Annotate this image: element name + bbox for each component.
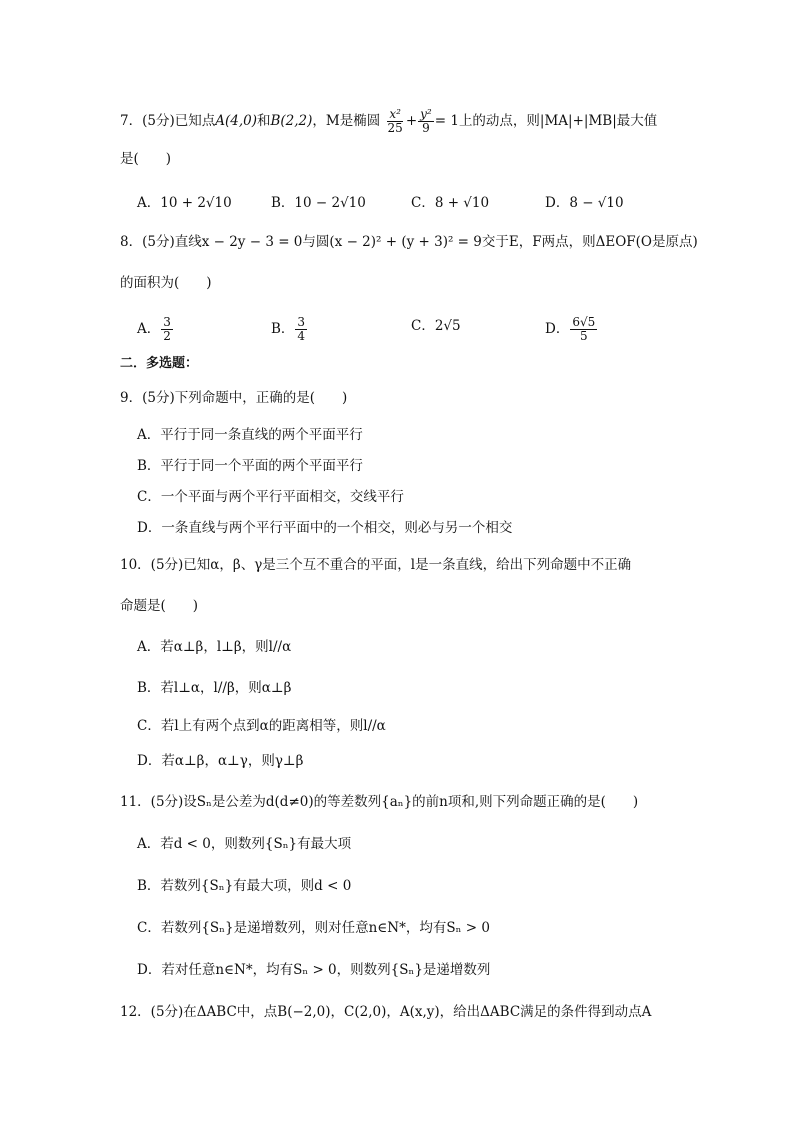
q10-line1: 10．(5分)已知α，β、γ是三个互不重合的平面，l是一条直线，给出下列命题中不正确	[120, 557, 632, 573]
q8-option-a-label: A．	[137, 321, 161, 337]
q7-option-b: B．10 − 2√10	[271, 195, 366, 211]
q7-option-d: D．8 − √10	[545, 195, 624, 211]
q9-stem: 9．(5分)下列命题中，正确的是( )	[120, 390, 348, 406]
q7-m-is: ，M是椭圆	[312, 113, 381, 129]
q7-fy-num: y²	[420, 107, 432, 121]
q8-option-b-label: B．	[271, 321, 295, 337]
q7-fx-den: 25	[387, 121, 403, 135]
q11-stem: 11．(5分)设Sₙ是公差为d(d≠0)的等差数列{aₙ}的前n项和,则下列命题正确的是( )	[120, 794, 639, 810]
q8-options	[137, 310, 697, 344]
q7-fraction-x	[386, 108, 405, 135]
q9-option-d: D．一条直线与两个平行平面中的一个相交，则必与另一个相交	[137, 520, 513, 536]
q8-option-a-num: 3	[163, 315, 171, 329]
q8-line1: 8．(5分)直线x − 2y − 3 = 0与圆(x − 2)² + (y + 3)² = 9交于E，F两点，则ΔEOF(O是原点)	[120, 234, 698, 250]
q12-stem: 12．(5分)在ΔABC中，点B(−2,0)，C(2,0)，A(x,y)，给出ΔABC满足的条件得到动点A	[120, 1004, 652, 1020]
q10-option-d: D．若α⊥β，α⊥γ，则γ⊥β	[137, 753, 304, 769]
q8-option-a-frac	[161, 316, 173, 343]
q8-option-b	[271, 316, 308, 343]
q8-option-d-den: 5	[579, 329, 588, 343]
q8-option-d-frac	[570, 316, 597, 343]
q11-option-d: D．若对任意n∈N*，均有Sₙ > 0，则数列{Sₙ}是递增数列	[137, 962, 491, 978]
q11-option-c: C．若数列{Sₙ}是递增数列，则对任意n∈N*，均有Sₙ > 0	[137, 920, 490, 936]
q7-line1: 7．(5分)已知点A(4,0)和B(2,2)，M是椭圆 $\frac{\text{x²}}{25}$ + $\frac{\text{y²}}{9}$ = 1上的动点，则|MA|+|MB|最大值	[120, 107, 658, 135]
q8-option-a-den: 2	[163, 329, 171, 343]
q10-line2: 命题是( )	[120, 598, 199, 614]
q8-option-b-den: 4	[297, 329, 306, 343]
q8-option-d	[545, 316, 598, 343]
q7-point-b: B(2,2)	[270, 113, 313, 129]
q7-fy-den: 9	[422, 121, 430, 135]
q8-option-d-num: 6√5	[572, 315, 596, 329]
q8-line2: 的面积为( )	[120, 275, 212, 291]
q7-and: 和	[256, 113, 271, 129]
q7-prefix: 7．(5分)已知点	[120, 113, 216, 129]
q9-option-b: B．平行于同一个平面的两个平面平行	[137, 458, 363, 474]
q9-option-a: A．平行于同一条直线的两个平面平行	[137, 427, 363, 443]
q11-option-a: A．若d < 0，则数列{Sₙ}有最大项	[137, 836, 352, 852]
q7-point-a: A(4,0)	[215, 113, 257, 129]
q7-option-c: C．8 + √10	[411, 195, 490, 211]
q8-option-c: C．2√5	[411, 318, 461, 334]
q9-option-c: C．一个平面与两个平行平面相交，交线平行	[137, 489, 404, 505]
q7-tail: 上的动点，则|MA|+|MB|最大值	[458, 113, 658, 129]
q7-option-a: A．10 + 2√10	[137, 195, 232, 211]
q8-option-d-label: D．	[545, 321, 570, 337]
q7-fx-num: x²	[389, 107, 401, 121]
section-heading: 二．多选题：	[120, 356, 199, 371]
q7-fraction-y	[418, 108, 434, 135]
q8-option-b-num: 3	[297, 315, 306, 329]
q7-eq: = 1	[434, 113, 459, 129]
q10-option-b: B．若l⊥α，l//β，则α⊥β	[137, 680, 292, 696]
q11-option-b: B．若数列{Sₙ}有最大项，则d < 0	[137, 878, 352, 894]
q10-option-a: A．若α⊥β，l⊥β，则l//α	[137, 639, 292, 655]
q10-option-c: C．若l上有两个点到α的距离相等，则l//α	[137, 718, 386, 734]
q7-line2: 是( )	[120, 151, 172, 167]
q8-option-a	[137, 316, 174, 343]
q8-option-b-frac	[295, 316, 307, 343]
